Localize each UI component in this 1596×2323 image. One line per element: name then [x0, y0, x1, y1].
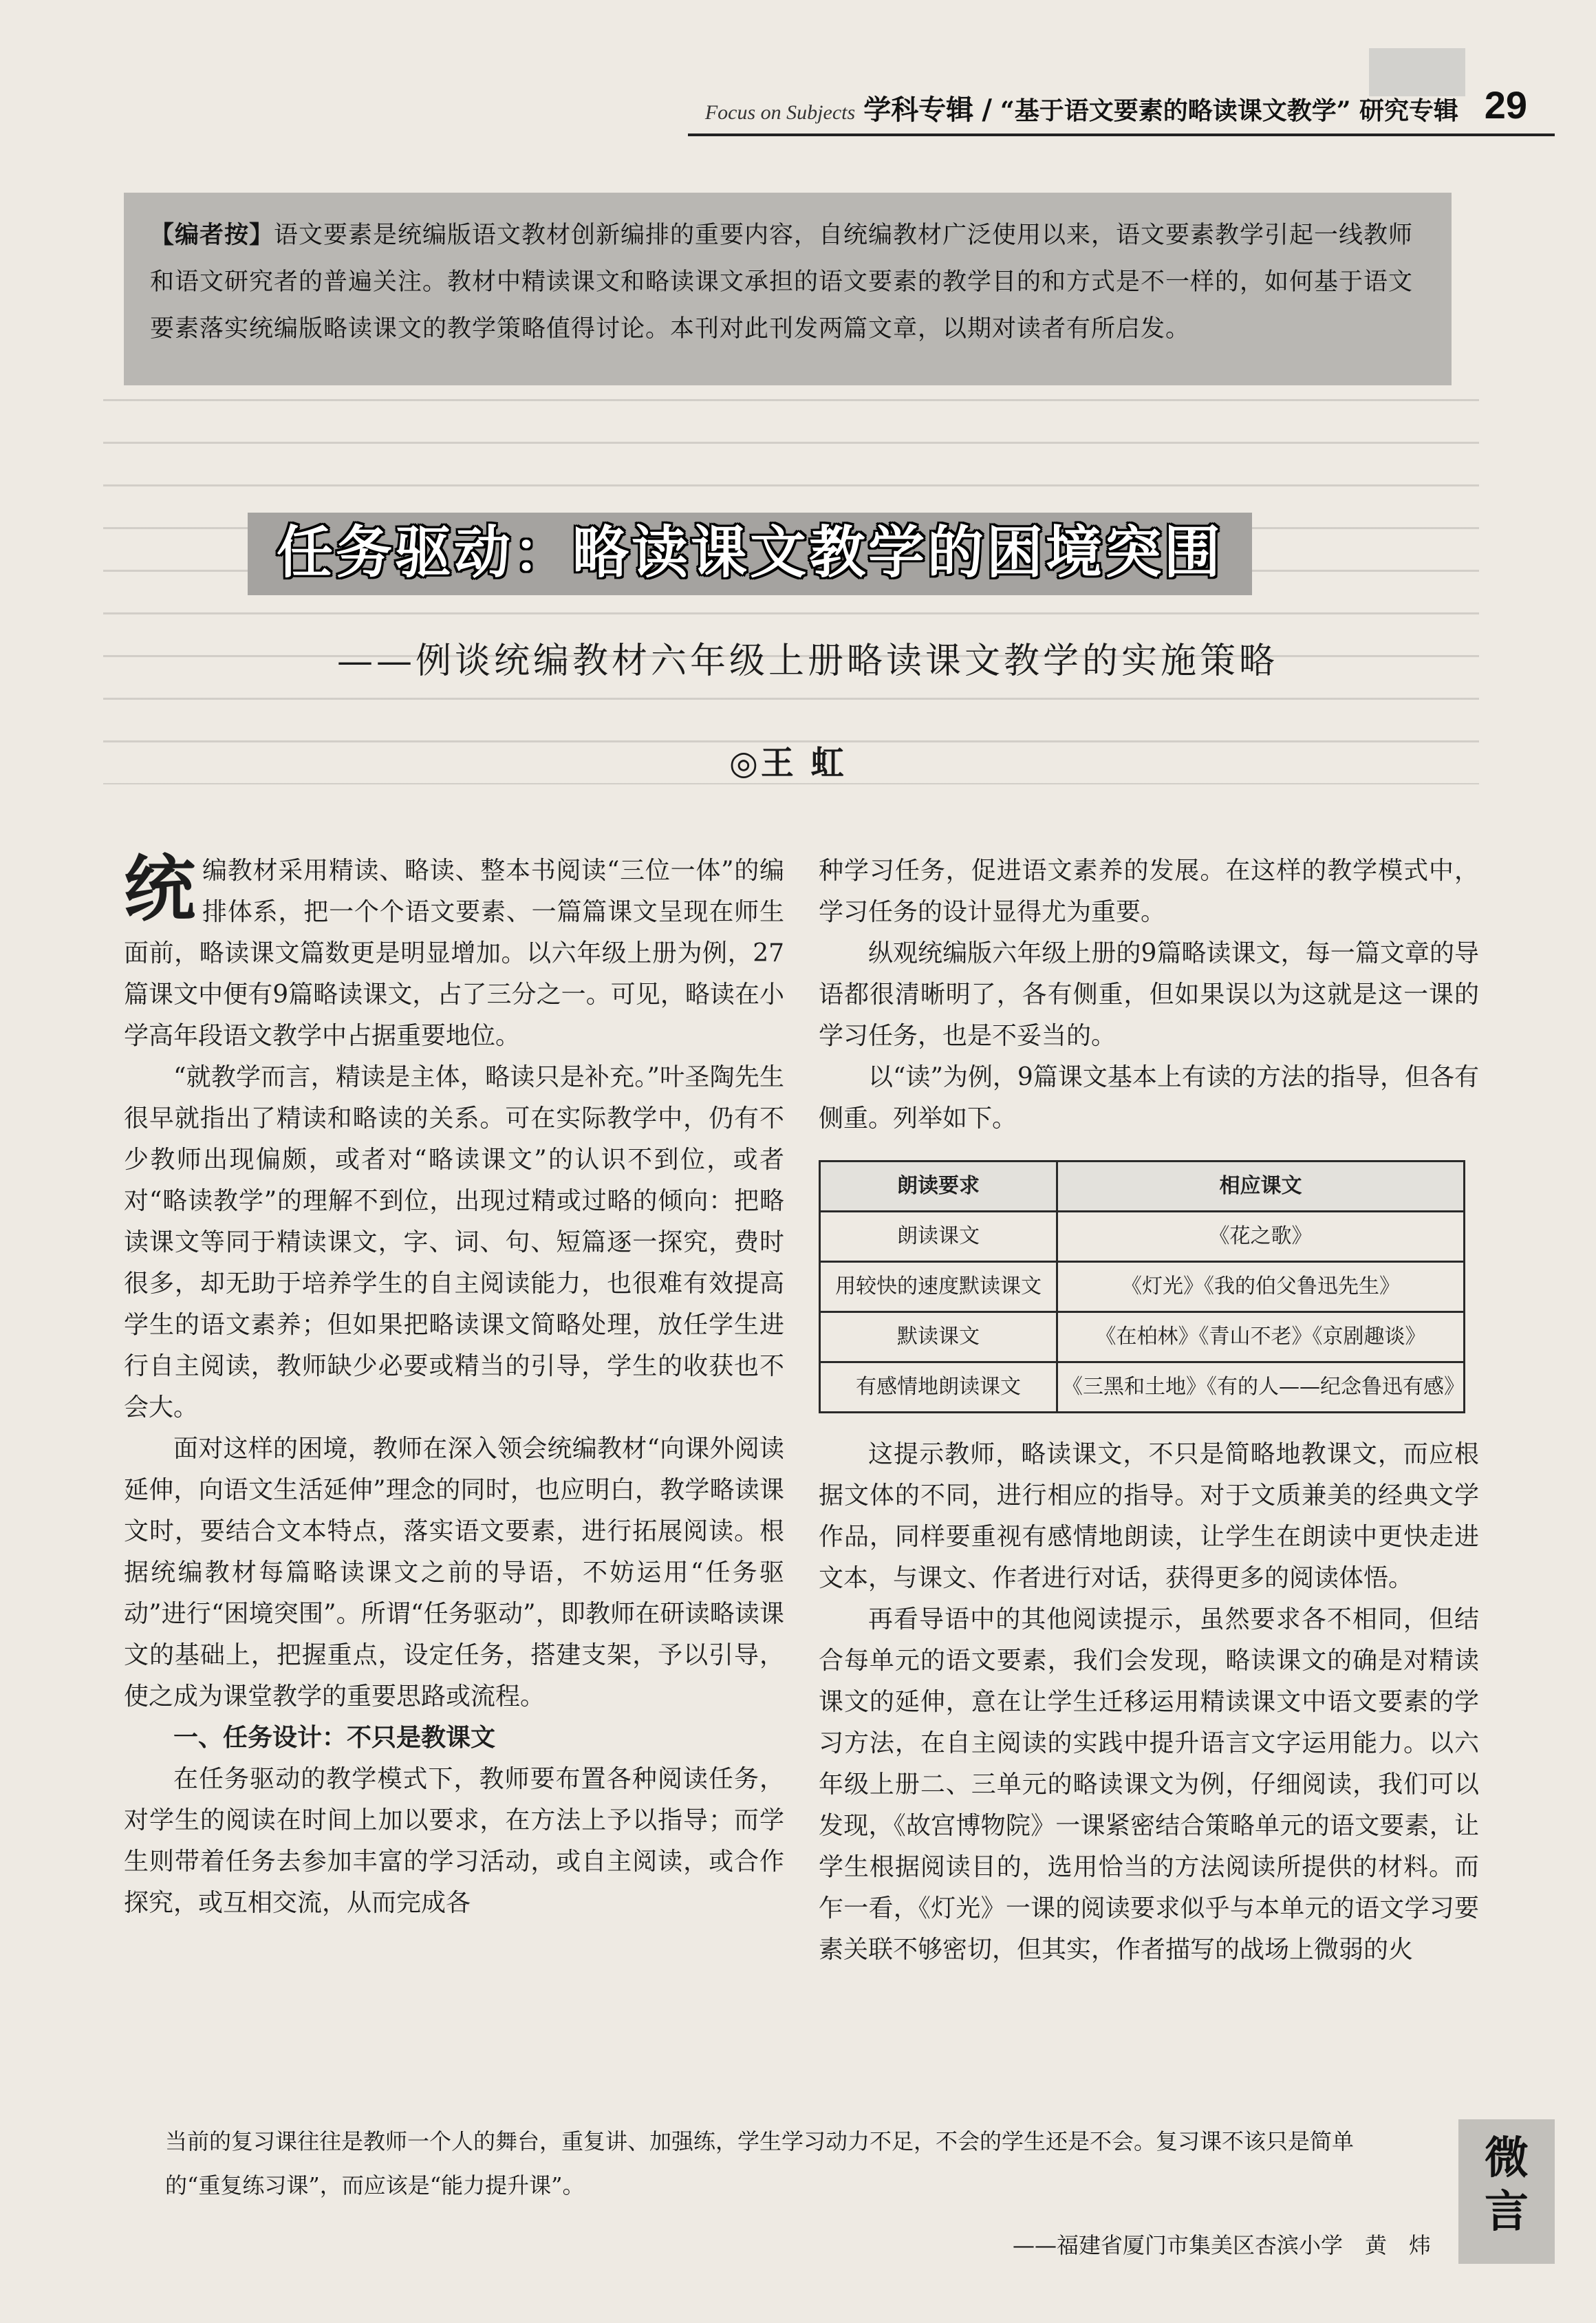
paragraph: 这提示教师，略读课文，不只是简略地教课文，而应根据文体的不同，进行相应的指导。对于文质兼美的经典文学作品，同样要重视有感情地朗读，让学生在朗读中更快走进文本，与课文、作者进行对话，获得更多的阅读体悟。 [819, 1440, 1479, 1592]
editor-note-box [124, 193, 1452, 385]
header-slash: / [982, 94, 992, 126]
table-cell: 默读课文 [820, 1312, 1057, 1362]
article-author: ◎王 虹 [729, 744, 847, 782]
drop-cap: 统 [124, 847, 196, 931]
paragraph: 以“读”为例，9篇课文基本上有读的方法的指导，但各有侧重。列举如下。 [819, 1063, 1479, 1133]
table-row [820, 1312, 1465, 1362]
paragraph: “就教学而言，精读是主体，略读只是补充。”叶圣陶先生很早就指出了精读和略读的关系。可在实际教学中，仍有不少教师出现偏颇，或者对“略读课文”的认识不到位，或者对“略读教学”的理解不到位，出现过精或过略的倾向：把略读课文等同于精读课文，字、词、句、短篇逐一探究，费时很多，却无助于培养学生的自主阅读能力，也很难有效提高学生的语文素养；但如果把略读课文简略处理，放任学生进行自主阅读，教师缺少必要或精当的引导，学生的收获也不会大。 [124, 1063, 784, 1422]
section-heading: 一、任务设计：不只是教课文 [173, 1724, 496, 1752]
paragraph: 再看导语中的其他阅读提示，虽然要求各不相同，但结合每单元的语文要素，我们会发现，略读课文的确是对精读课文的延伸，意在让学生迁移运用精读课文中语文要素的学习方法，在自主阅读的实践中提升语言文字运用能力。以六年级上册二、三单元的略读课文为例，仔细阅读，我们可以发现，《故宫博物院》一课紧密结合策略单元的语文要素，让学生根据阅读目的，选用恰当的方法阅读所提供的材料。而乍一看，《灯光》一课的阅读要求似乎与本单元的语文学习要素关联不够密切，但其实，作者描写的战场上微弱的火 [819, 1605, 1479, 1964]
table-cell: 用较快的速度默读课文 [820, 1262, 1057, 1312]
paragraph: 面对这样的困境，教师在深入领会统编教材“向课外阅读延伸，向语文生活延伸”理念的同时，也应明白，教学略读课文时，要结合文本特点，落实语文要素，进行拓展阅读。根据统编教材每篇略读课文之前的导语，不妨运用“任务驱动”进行“困境突围”。所谓“任务驱动”，即教师在研读略读课文的基础上，把握重点，设定任务，搭建支架，予以引导，使之成为课堂教学的重要思路或流程。 [124, 1435, 784, 1711]
table-cell: 朗读课文 [820, 1212, 1057, 1262]
editor-note-tag: 【编者按】 [150, 221, 274, 249]
table-row [820, 1362, 1465, 1413]
reading-requirements-table [819, 1160, 1465, 1413]
header-english: Focus on Subjects [704, 101, 856, 124]
header-text [705, 88, 1458, 127]
weiyan-badge [1458, 2119, 1555, 2264]
footer-quote-author: ——福建省厦门市集美区杏滨小学 黄 炜 [1012, 2232, 1431, 2258]
table-cell: 《灯光》《我的伯父鲁迅先生》 [1057, 1262, 1465, 1312]
table-header-cell: 朗读要求 [820, 1162, 1057, 1212]
left-column [124, 847, 784, 1924]
paragraph: 统编教材采用精读、略读、整本书阅读“三位一体”的编排体系，把一个个语文要素、一篇篇课文呈现在师生面前，略读课文篇数更是明显增加。以六年级上册为例，27篇课文中便有9篇略读课文，占了三分之一。可见，略读在小学高年段语文教学中占据重要地位。 [124, 847, 784, 1050]
footer-quote: 当前的复习课往往是教师一个人的舞台，重复讲、加强练，学生学习动力不足，不会的学生还是不会。复习课不该只是简单的“重复练习课”，而应该是“能力提升课”。 [165, 2128, 1355, 2198]
page-number: 29 [1484, 83, 1527, 127]
header-rule [688, 133, 1555, 136]
table-row [820, 1262, 1465, 1312]
paragraph: 纵观统编版六年级上册的9篇略读课文，每一篇文章的导语都很清晰明了，各有侧重，但如果误以为这就是这一课的学习任务，也是不妥当的。 [819, 939, 1479, 1050]
weiyan-char: 微 [1485, 2133, 1529, 2184]
running-header [0, 76, 1596, 151]
article-title: 任务驱动：略读课文教学的困境突围 [276, 520, 1223, 586]
table-header-row [820, 1162, 1465, 1212]
table-cell: 有感情地朗读课文 [820, 1362, 1057, 1413]
table-cell: 《花之歌》 [1057, 1212, 1465, 1262]
table-row [820, 1212, 1465, 1262]
article-subtitle: ——例谈统编教材六年级上册略读课文教学的实施策略 [337, 641, 1279, 682]
table-cell: 《在柏林》《青山不老》《京剧趣谈》 [1057, 1312, 1465, 1362]
table-header-cell: 相应课文 [1057, 1162, 1465, 1212]
right-column [819, 850, 1479, 1971]
weiyan-char: 言 [1485, 2187, 1529, 2238]
table-cell: 《三黑和土地》《有的人——纪念鲁迅有感》 [1057, 1362, 1465, 1413]
header-topic: “基于语文要素的略读课文教学” 研究专辑 [1000, 96, 1458, 125]
header-section: 学科专辑 [863, 94, 974, 126]
editor-note-text: 语文要素是统编版语文教材创新编排的重要内容，自统编教材广泛使用以来，语文要素教学引起一线教师和语文研究者的普遍关注。教材中精读课文和略读课文承担的语文要素的教学目的和方式是不一样的，如何基于语文要素落实统编版略读课文的教学策略值得讨论。本刊对此刊发两篇文章，以期对读者有所启发。 [150, 222, 1414, 343]
paragraph: 在任务驱动的教学模式下，教师要布置各种阅读任务，对学生的阅读在时间上加以要求，在方法上予以指导；而学生则带着任务去参加丰富的学习活动，或自主阅读，或合作探究，或互相交流，从而完成各 [124, 1765, 784, 1917]
paragraph: 种学习任务，促进语文素养的发展。在这样的教学模式中，学习任务的设计显得尤为重要。 [819, 857, 1479, 926]
